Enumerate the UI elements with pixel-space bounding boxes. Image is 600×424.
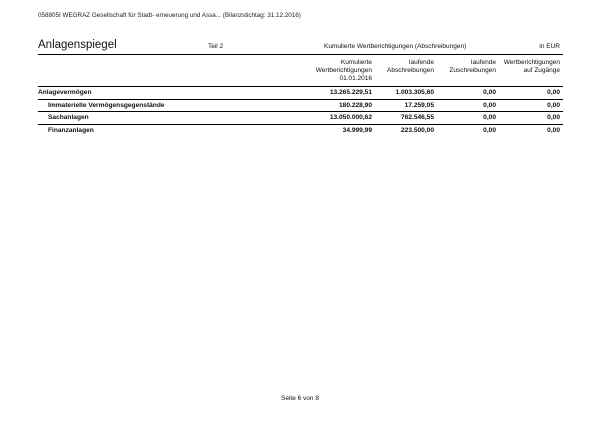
cell-value: 223.500,00 [400,126,434,134]
column-header-laufende-abschreibungen: laufende Abschreibungen [387,59,434,75]
column-headers [38,59,563,87]
section-title: Kumulierte Wertberichtigungen (Abschreibungen) [324,43,467,50]
cell-value: 0,00 [483,101,496,109]
document-header: 058805I WEGRAZ Gesellschaft für Stadt- erneuerung und Assa... (Bilanzstichtag: 31.12.2016) [38,12,301,19]
row-label: Anlagevermögen [38,89,92,96]
cell-value: 0,00 [547,101,560,109]
cell-value: 13.265.229,51 [329,89,372,96]
asset-table [38,86,563,136]
cell-value: 0,00 [483,89,496,96]
row-label: Sachanlagen [48,114,89,121]
cell-value: 762.546,55 [400,114,434,121]
cell-value: 0,00 [483,126,496,134]
cell-value: 180.228,90 [338,101,372,109]
cell-value: 13.050.000,62 [329,114,372,121]
row-label: Immaterielle Vermögensgegenstände [48,101,165,109]
report-title: Anlagenspiegel [38,39,117,51]
table-row [38,99,563,112]
cell-value: 34.999,99 [342,126,372,134]
cell-value: 1.003.305,60 [395,89,434,96]
report-part: Teil 2 [208,43,224,50]
cell-value: 0,00 [483,114,496,121]
cell-value: 0,00 [547,89,560,96]
column-header-wb-zugaenge: Wertberichtigungen auf Zugänge [503,59,560,75]
row-label: Finanzanlagen [48,126,94,134]
report-title-bar [38,38,563,55]
page-number: Seite 6 von 8 [281,395,319,402]
column-header-laufende-zuschreibungen: laufende Zuschreibungen [449,59,496,75]
table-row [38,124,563,137]
currency-label: in EUR [539,43,560,50]
cell-value: 0,00 [547,126,560,134]
table-row [38,86,563,99]
table-row [38,111,563,124]
column-header-kumulierte-wb: Kumulierte Wertberichtigungen 01.01.2016 [315,59,372,83]
cell-value: 0,00 [547,114,560,121]
cell-value: 17.259,05 [404,101,434,109]
